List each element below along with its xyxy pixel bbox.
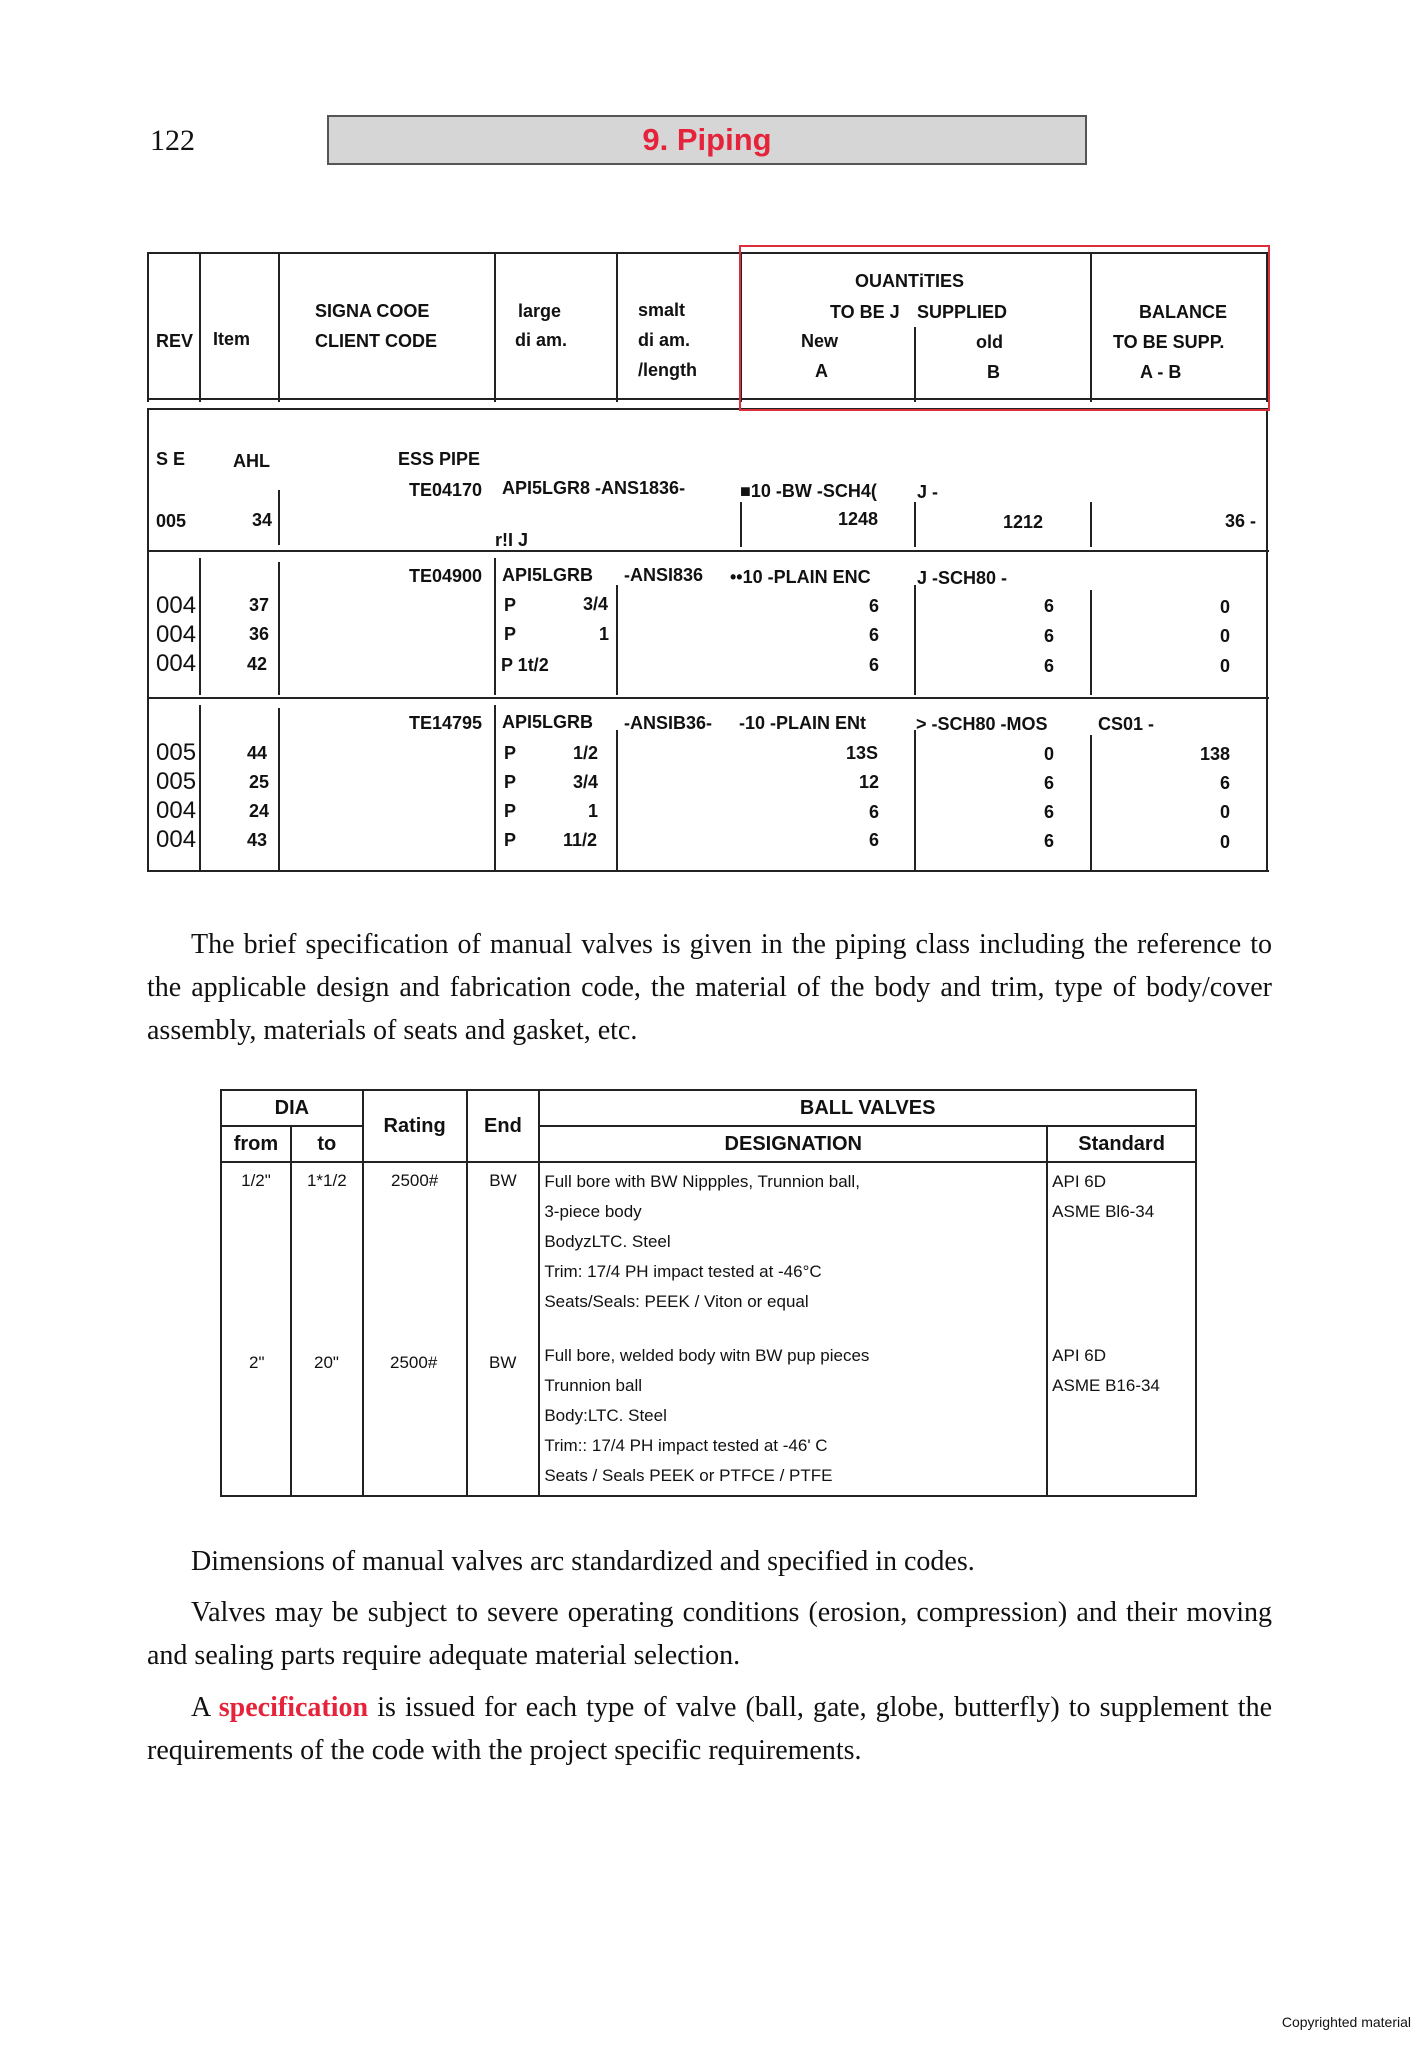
header-to: to [291,1126,363,1162]
group1-row-new: 6 [869,655,880,675]
group2-row-item: 43 [247,830,268,850]
mto-bottom-border [147,870,1269,872]
group0-fragment: r!I J [495,530,529,550]
mto-header-line [199,252,201,402]
group2-row-p: P [504,801,517,821]
group1-row-rev: 004 [156,621,197,648]
header-supplied: SUPPLIED [917,302,1008,322]
header-large: large [518,301,562,321]
mto-body-line [494,558,496,695]
mto-body-line [278,562,280,695]
valve-rating: 2500# [363,1162,467,1496]
mto-group2-top [147,697,1269,699]
paragraph-specification [147,1686,1272,1772]
mto-body-line [1090,590,1092,695]
header-large-diam: di am. [515,330,568,350]
group2-row-new: 12 [859,772,880,792]
group2-row-item: 25 [249,772,270,792]
group2-code: TE14795 [409,713,483,733]
mto-body-line [1266,408,1268,872]
group1-row-old: 6 [1044,596,1055,616]
designation-line: Full bore, welded body witn BW pup pieces [544,1346,870,1365]
group0-code: TE04170 [409,480,483,500]
designation-line: Trunnion ball [544,1376,642,1395]
mto-body-line [199,705,201,870]
header-b: B [987,362,1000,382]
header-rating: Rating [363,1090,467,1162]
group2-row-p: P [504,743,517,763]
header-ball-valves: BALL VALVES [539,1090,1196,1126]
header-quantities: OUANТiTIES [855,271,965,291]
group2-row-balance: 0 [1220,832,1231,852]
mto-header-line [616,252,618,402]
valve-end: BW [467,1162,540,1496]
group2-spec4: > -SCH80 -MOS [916,714,1048,734]
header-item: Item [213,329,251,349]
designation-line: Trim:: 17/4 PH impact tested at -46' C [544,1436,828,1455]
group1-row-rev: 004 [156,650,197,677]
group0-ahl: AHL [233,451,270,471]
header-a-minus-b: A - B [1140,362,1182,382]
valve-to: 20" [314,1353,339,1372]
mto-header-line [494,252,496,402]
mto-body-line [914,730,916,870]
header-new: New [801,331,839,351]
mto-body-line [914,585,916,695]
group1-row-new: 6 [869,596,880,616]
paragraph-operating-conditions [147,1591,1272,1677]
group2-row-old: 6 [1044,773,1055,793]
group0-new: 1248 [838,509,879,529]
standard-line: API 6D [1052,1172,1107,1191]
designation-line: Body:LTC. Steel [544,1406,667,1425]
group2-row-item: 44 [247,743,268,763]
mto-group1-top [147,550,1269,552]
group1-row-old: 6 [1044,656,1055,676]
group2-row-balance: 138 [1200,744,1231,764]
designation-line: Trim: 17/4 PH impact tested at -46°C [544,1262,822,1281]
header-from: from [221,1126,291,1162]
group2-row-item: 24 [249,801,270,821]
group2-row-new: 13S [846,743,879,763]
group0-ess-pipe: ESS PIPE [398,449,481,469]
header-a: A [815,361,828,381]
mto-body-line [494,705,496,870]
ball-valves-table [220,1089,1197,1497]
paragraph-specification-pre: A [191,1692,210,1723]
group1-row-item: 42 [247,654,268,674]
group1-row-balance: 0 [1220,597,1231,617]
group1-spec: API5LGRB [502,565,594,585]
group2-row-size: 3/4 [573,772,599,792]
group1-spec3: ••10 -PLAIN ENC [730,567,871,587]
group1-row-item: 36 [249,624,270,644]
group2-row-size: 11/2 [563,830,598,850]
designation-line: Seats / Seals PEEK or PTFCE / PTFE [544,1466,833,1485]
group1-row-new: 6 [869,625,880,645]
valve-end: BW [489,1353,517,1372]
group1-row-old: 6 [1044,626,1055,646]
paragraph-dimensions-text: Dimensions of manual valves arc standardized and specified in codes. [191,1546,975,1577]
valve-from: 1/2" [221,1162,291,1496]
designation-line: 3-piece body [544,1202,642,1221]
valve-rating: 2500# [390,1353,438,1372]
valve-standard [1047,1162,1196,1496]
header-balance: BALANCE [1139,302,1227,322]
group0-old: 1212 [1003,512,1044,532]
mto-body-line [278,490,280,545]
mto-body-line [914,502,916,547]
header-small: smalt [638,300,686,320]
paragraph-operating-conditions-text: Valves may be subject to severe operating conditions (erosion, compression) and their moving and sealing parts require adequate material selection. [147,1597,1272,1671]
group2-row-rev: 005 [156,768,197,795]
header-client-code: CLIENT CODE [315,331,438,351]
group1-row-size: 3/4 [583,594,609,614]
group1-row-p: P 1t/2 [501,655,549,675]
group0-balance: 36 - [1225,511,1257,531]
valve-designation [539,1162,1047,1496]
header-old: old [976,332,1003,352]
specification-highlight: specification [218,1692,369,1723]
mto-header-line [278,252,280,402]
group0-se: S E [156,449,186,469]
header-small-length: /length [638,360,697,380]
paragraph-dimensions [147,1540,1272,1583]
mto-header-line [147,252,149,402]
group1-spec2: -ANSI836 [624,565,704,585]
designation-line: Seats/Seals: PEEK / Viton or equal [544,1292,809,1311]
designation-line: BodyzLTC. Steel [544,1232,671,1251]
group2-row-size: 1/2 [573,743,599,763]
group2-row-old: 6 [1044,831,1055,851]
group1-row-balance: 0 [1220,626,1231,646]
group2-row-p: P [504,830,517,850]
group1-row-p: P [504,624,517,644]
mto-body-line [1090,735,1092,870]
group2-spec2: -ANSIB36- [624,713,713,733]
group1-row-p: P [504,595,517,615]
standard-line: API 6D [1052,1346,1107,1365]
group2-row-rev: 004 [156,826,197,853]
paragraph-specification-post: is issued for each type of valve (ball, gate, globe, butterfly) to supplement the requirements of the code with the project specific requirements. [147,1692,1273,1766]
chapter-title: 9. Piping [327,115,1087,165]
group2-row-rev: 005 [156,739,197,766]
mto-body-line [616,730,618,870]
valve-from: 2" [249,1353,265,1372]
mto-body-line [147,408,149,872]
header-rev: REV [156,331,194,351]
mto-body-line [616,585,618,695]
group2-row-old: 0 [1044,744,1055,764]
group2-spec: API5LGRB [502,712,594,732]
group2-row-balance: 6 [1220,773,1231,793]
group0-spec: API5LGR8 -ANS1836- [502,478,686,498]
group2-row-new: 6 [869,802,880,822]
group2-row-p: P [504,772,517,792]
header-dia: DIA [221,1090,363,1126]
group2-row-rev: 004 [156,797,197,824]
group1-code: TE04900 [409,566,483,586]
header-signa-code: SIGNA COOE [315,301,430,321]
group2-spec5: CS01 - [1098,714,1155,734]
group2-row-balance: 0 [1220,802,1231,822]
quantities-highlight-box [739,245,1270,411]
mto-body-line [278,708,280,870]
header-to-be-supp: TO BE SUPP. [1113,332,1225,352]
standard-line: ASME Bl6-34 [1052,1202,1155,1221]
group1-spec4: J -SCH80 - [917,568,1008,588]
header-small-diam: di am. [638,330,691,350]
group0-spec3: J - [917,482,939,502]
group2-row-size: 1 [588,801,599,821]
group2-spec3: -10 -PLAIN ENt [739,713,867,733]
group1-row-size: 1 [599,624,610,644]
paragraph-valve-specification-text: The brief specification of manual valves is given in the piping class including the reference to the applicable design and fabrication code, the material of the body and trim, type of body/cover assembly, materials of seats and gasket, etc. [147,929,1272,1046]
header-end: End [467,1090,540,1162]
group1-row-balance: 0 [1220,656,1231,676]
page-number: 122 [150,124,195,157]
group1-row-item: 37 [249,595,270,615]
mto-body-line [740,502,742,547]
copyright-notice: Copyrighted material [1281,2014,1411,2030]
standard-line: ASME B16-34 [1052,1376,1160,1395]
group2-row-old: 6 [1044,802,1055,822]
header-designation: DESIGNATION [539,1126,1047,1162]
valve-row [221,1162,1196,1496]
designation-line: Full bore with BW Nippples, Trunnion ball, [544,1172,860,1191]
group0-rev: 005 [156,511,187,531]
group0-spec2: ■10 -BW -SCH4( [740,481,877,501]
mto-body-line [1090,502,1092,547]
valve-to: 1*1/2 [291,1162,363,1496]
paragraph-valve-specification [147,923,1272,1052]
header-standard: Standard [1047,1126,1196,1162]
group0-item: 34 [252,510,273,530]
header-to-be: TO BE J [830,302,900,322]
group1-row-rev: 004 [156,592,197,619]
mto-body-line [199,558,201,695]
group2-row-new: 6 [869,830,880,850]
